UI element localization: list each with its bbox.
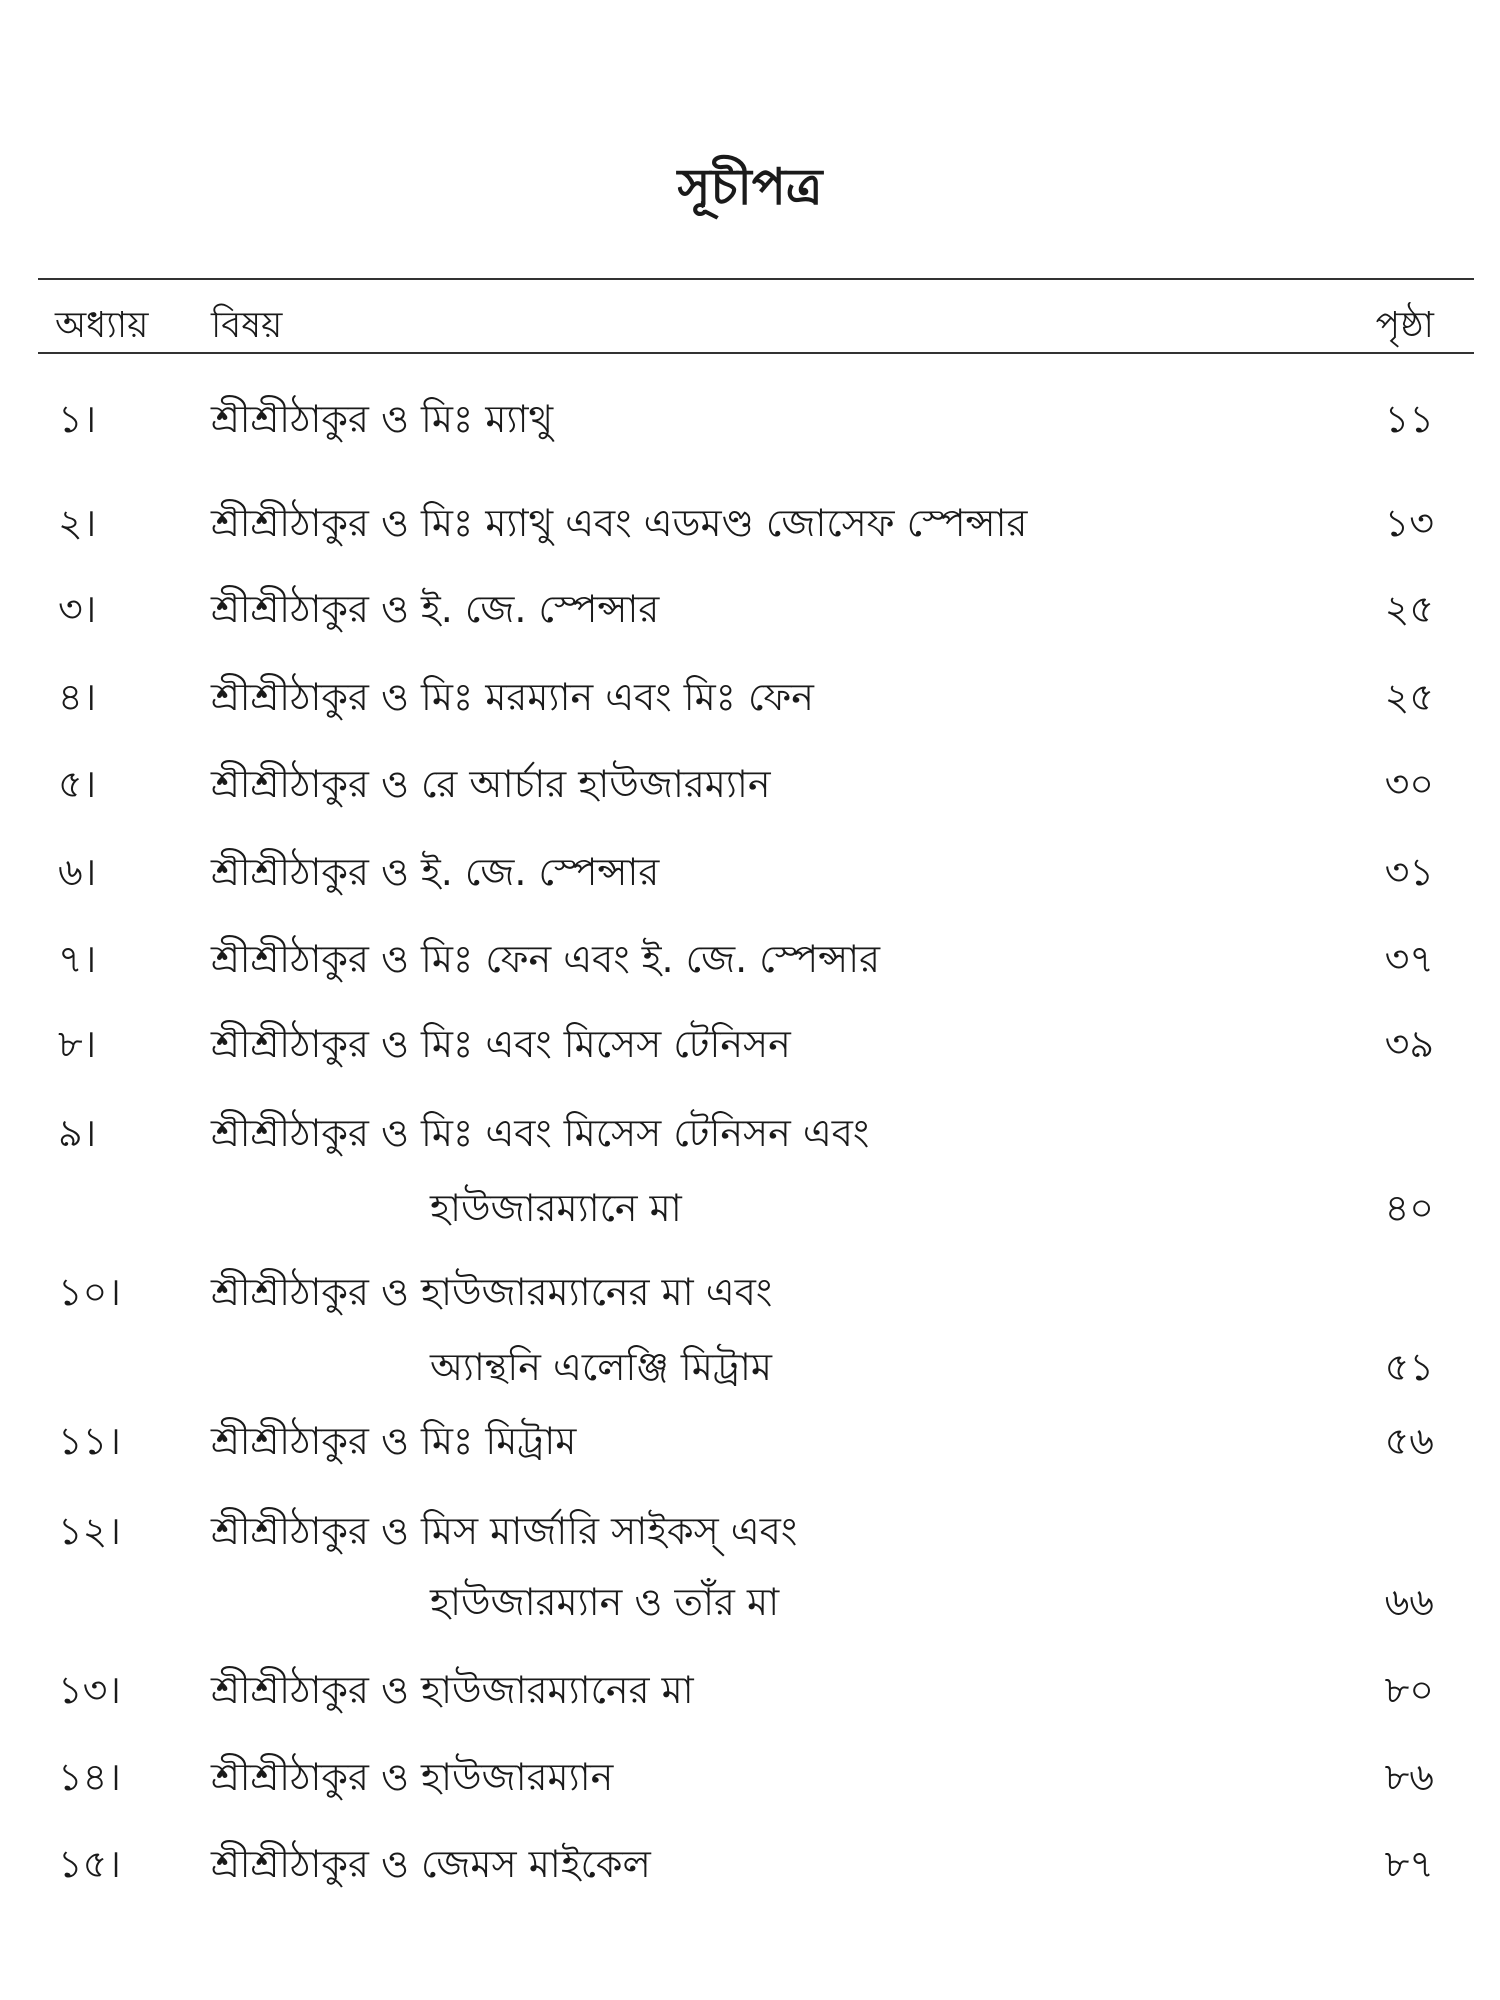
chapter-title: শ্রীশ্রীঠাকুর ও মিঃ মরম্যান এবং মিঃ ফেন [211, 675, 814, 719]
chapter-number: ৫। [58, 762, 97, 806]
header-chapter: অধ্যায় [55, 305, 149, 346]
chapter-title: শ্রীশ্রীঠাকুর ও মিঃ এবং মিসেস টেনিসন এবং [211, 1111, 870, 1155]
page-number: ৮৬ [1384, 1755, 1434, 1799]
chapter-title: শ্রীশ্রীঠাকুর ও মিঃ এবং মিসেস টেনিসন [211, 1022, 791, 1066]
page-number: ১৩ [1384, 501, 1434, 545]
page-number: ৩৯ [1384, 1022, 1434, 1066]
chapter-number: ১৩। [58, 1668, 121, 1712]
chapter-number: ২। [58, 501, 97, 545]
chapter-number: ৯। [58, 1111, 97, 1155]
chapter-title: শ্রীশ্রীঠাকুর ও মিঃ ম্যাথু [211, 397, 554, 441]
chapter-title: শ্রীশ্রীঠাকুর ও হাউজারম্যানের মা এবং [211, 1270, 773, 1314]
chapter-number: ১২। [58, 1509, 121, 1553]
chapter-number: ১০। [58, 1270, 121, 1314]
chapter-number: ১। [58, 397, 97, 441]
chapter-title: শ্রীশ্রীঠাকুর ও মিঃ ম্যাথু এবং এডমণ্ড জোসেফ স্পেন্সার [211, 501, 1028, 545]
page-number: ১১ [1384, 397, 1434, 441]
header-page: পৃষ্ঠা [1375, 305, 1434, 346]
chapter-title: শ্রীশ্রীঠাকুর ও রে আর্চার হাউজারম্যান [211, 762, 771, 806]
page-number: ৪০ [1384, 1186, 1434, 1230]
chapter-title: শ্রীশ্রীঠাকুর ও মিস মার্জারি সাইকস্ এবং [211, 1509, 798, 1553]
page-number: ৩০ [1384, 762, 1434, 806]
chapter-number: ৮। [58, 1022, 97, 1066]
page-number: ৫১ [1384, 1345, 1434, 1389]
page-number: ৩১ [1384, 850, 1434, 894]
chapter-number: ১৪। [58, 1755, 121, 1799]
chapter-number: ৪। [58, 675, 97, 719]
chapter-title: শ্রীশ্রীঠাকুর ও মিঃ মিট্রাম [211, 1419, 577, 1463]
chapter-title: শ্রীশ্রীঠাকুর ও ই. জে. স্পেন্সার [211, 587, 660, 631]
page-number: ৫৬ [1384, 1419, 1434, 1463]
chapter-title: শ্রীশ্রীঠাকুর ও জেমস মাইকেল [211, 1842, 651, 1886]
chapter-number: ১১। [58, 1419, 121, 1463]
chapter-number: ৬। [58, 850, 97, 894]
chapter-title: শ্রীশ্রীঠাকুর ও ই. জে. স্পেন্সার [211, 850, 660, 894]
page-title: সূচীপত্র [677, 158, 823, 216]
chapter-number: ৩। [58, 587, 97, 631]
page-number: ৮৭ [1384, 1842, 1434, 1886]
page-number: ২৫ [1384, 675, 1434, 719]
chapter-title: শ্রীশ্রীঠাকুর ও মিঃ ফেন এবং ই. জে. স্পেন্সার [211, 937, 881, 981]
page-number: ৩৭ [1384, 937, 1434, 981]
page-number: ২৫ [1384, 587, 1434, 631]
chapter-title: হাউজারম্যানে মা [430, 1186, 682, 1230]
header-subject: বিষয় [211, 305, 283, 346]
header-bottom-rule [38, 352, 1474, 354]
chapter-number: ৭। [58, 937, 97, 981]
chapter-title: শ্রীশ্রীঠাকুর ও হাউজারম্যানের মা [211, 1668, 694, 1712]
chapter-number: ১৫। [58, 1842, 121, 1886]
header-top-rule [38, 278, 1474, 280]
chapter-title: হাউজারম্যান ও তাঁর মা [430, 1580, 780, 1624]
page-number: ৬৬ [1384, 1580, 1434, 1624]
chapter-title: অ্যান্থনি এলেঞ্জি মিট্রাম [430, 1345, 772, 1389]
page-number: ৮০ [1384, 1668, 1434, 1712]
chapter-title: শ্রীশ্রীঠাকুর ও হাউজারম্যান [211, 1755, 614, 1799]
